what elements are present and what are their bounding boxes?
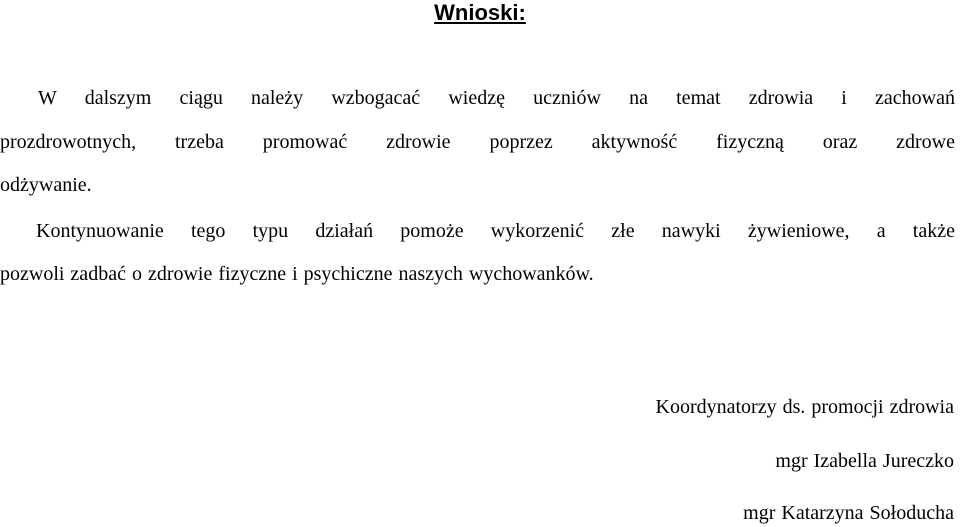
signature-name-2: mgr Katarzyna Sołoducha	[743, 502, 954, 524]
signature-role: Koordynatorzy ds. promocji zdrowia	[655, 396, 954, 418]
paragraph-2-line-2: pozwoli zadbać o zdrowie fizyczne i psychiczne naszych wychowanków.	[0, 263, 594, 285]
paragraph-1-line-2: prozdrowotnych, trzeba promować zdrowie poprzez aktywność fizyczną oraz zdrowe	[0, 131, 955, 153]
paragraph-1-line-1: W dalszym ciągu należy wzbogacać wiedzę uczniów na temat zdrowia i zachowań	[38, 87, 955, 109]
signature-name-1: mgr Izabella Jureczko	[775, 450, 954, 472]
document-title: Wnioski:	[434, 0, 526, 25]
paragraph-2-line-1: Kontynuowanie tego typu działań pomoże wykorzenić złe nawyki żywieniowe, a także	[36, 220, 955, 242]
paragraph-1-line-3: odżywanie.	[0, 174, 92, 196]
